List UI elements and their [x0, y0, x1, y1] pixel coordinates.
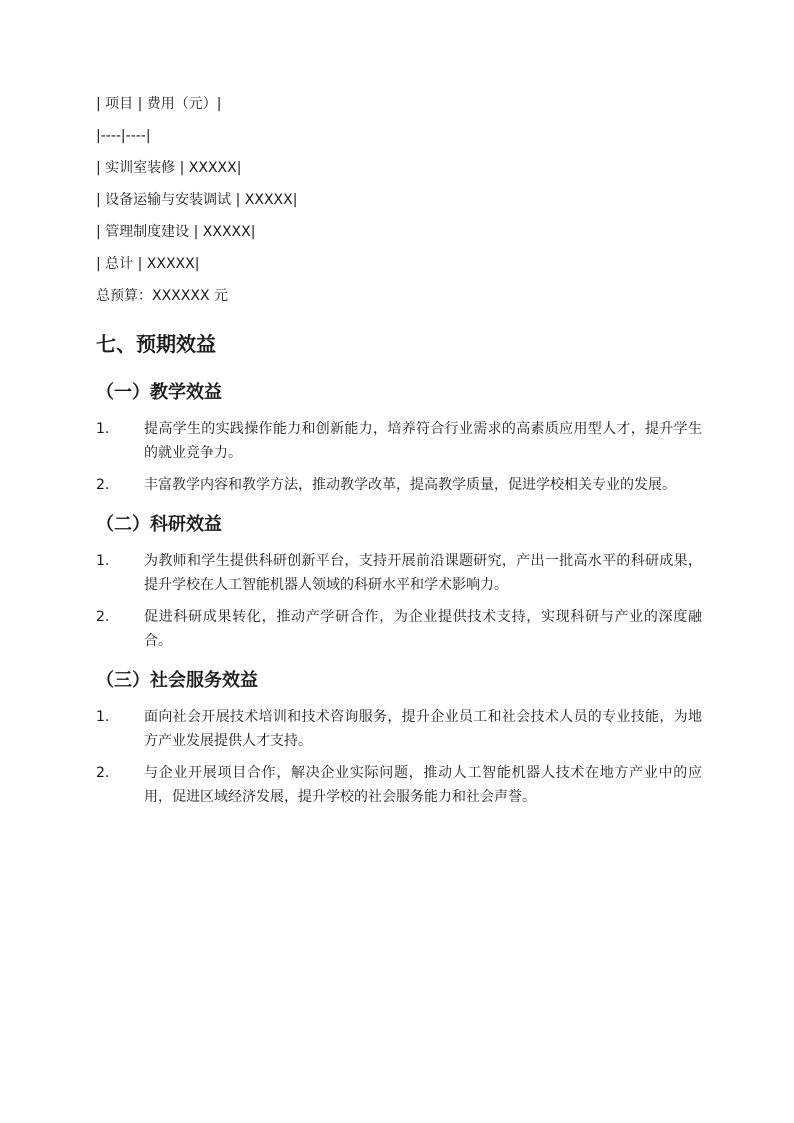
- list-number: 1.: [96, 553, 110, 569]
- list-number: 1.: [96, 709, 110, 725]
- list-number: 2.: [96, 477, 110, 493]
- research-benefits-list: [96, 549, 702, 653]
- subsection-title-social-service: （三）社会服务效益: [96, 670, 258, 691]
- table-line: | 总计 | XXXXX|: [96, 256, 200, 272]
- list-text: 面向社会开展技术培训和技术咨询服务，提升企业员工和社会技术人员的专业技能，为地方产业发展提供人才支持。: [144, 709, 702, 749]
- table-line: |----|----|: [96, 128, 151, 144]
- teaching-benefits-list: [96, 417, 702, 497]
- list-item: [96, 417, 702, 465]
- list-text: 为教师和学生提供科研创新平台，支持开展前沿课题研究，产出一批高水平的科研成果，提升学校在人工智能机器人领域的科研水平和学术影响力。: [144, 553, 702, 593]
- social-service-benefits-list: [96, 705, 702, 809]
- list-text: 丰富教学内容和教学方法，推动教学改革，提高教学质量，促进学校相关专业的发展。: [144, 477, 676, 493]
- list-item: [96, 605, 702, 653]
- table-line: | 项目 | 费用（元）|: [96, 96, 222, 112]
- table-line: | 管理制度建设 | XXXXX|: [96, 224, 256, 240]
- document-page: [96, 93, 702, 823]
- list-item: [96, 549, 702, 597]
- list-text: 与企业开展项目合作，解决企业实际问题，推动人工智能机器人技术在地方产业中的应用，促进区域经济发展，提升学校的社会服务能力和社会声誉。: [144, 765, 702, 805]
- table-line: | 设备运输与安装调试 | XXXXX|: [96, 192, 298, 208]
- list-number: 2.: [96, 765, 110, 781]
- subsection-title-research: （二）科研效益: [96, 514, 222, 535]
- budget-table-text: [96, 93, 702, 275]
- list-item: [96, 761, 702, 809]
- list-item: [96, 473, 702, 497]
- subsection-title-teaching: （一）教学效益: [96, 382, 222, 403]
- list-item: [96, 705, 702, 753]
- list-number: 1.: [96, 421, 110, 437]
- list-text: 促进科研成果转化，推动产学研合作，为企业提供技术支持，实现科研与产业的深度融合。: [144, 609, 702, 649]
- total-budget: 总预算：XXXXXX 元: [96, 288, 228, 304]
- list-text: 提高学生的实践操作能力和创新能力，培养符合行业需求的高素质应用型人才，提升学生的就业竞争力。: [144, 421, 702, 461]
- list-number: 2.: [96, 609, 110, 625]
- table-line: | 实训室装修 | XXXXX|: [96, 160, 242, 176]
- section-title: 七、预期效益: [96, 332, 216, 356]
